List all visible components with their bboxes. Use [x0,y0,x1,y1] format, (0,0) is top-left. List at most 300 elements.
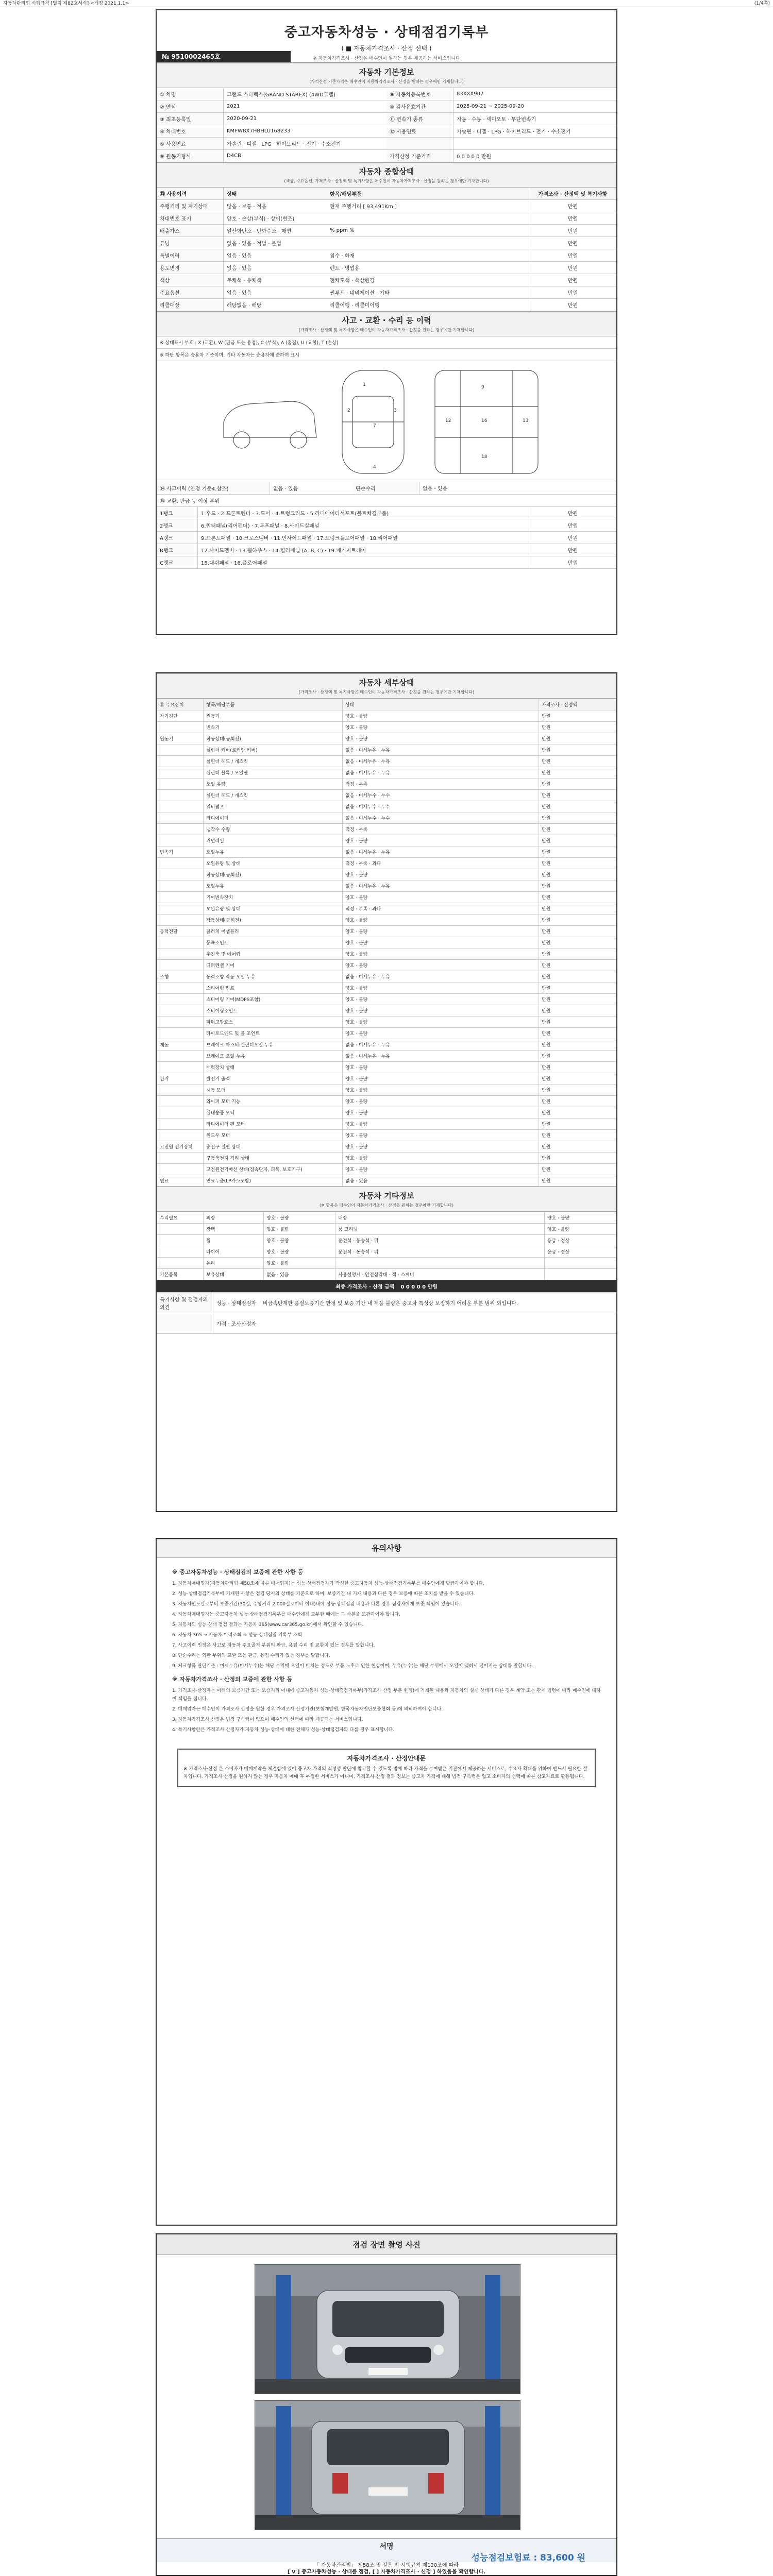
rank-label: A랭크 [157,532,198,544]
detail-item: 등속조인트 [204,937,343,948]
detail-state: 적정 · 부족 · 과다 [343,858,539,869]
detail-row [157,880,616,892]
detail-state: 양호 · 불량 [343,1084,539,1096]
detail-state: 양호 · 불량 [343,722,539,733]
detail-state: 없음 · 미세누유 · 누유 [343,971,539,982]
basic-info-value-2: 83XXX907 [457,91,484,97]
detail-group [157,858,204,869]
part-row-label: ⑮ 교환, 판금 등 이상 부위 [160,499,220,504]
other-state: 양호 · 불량 [264,1212,335,1224]
sheet-page-1 [156,9,617,635]
detail-price: 만원 [539,880,616,892]
detail-group [157,892,204,903]
basic-info-value: D4CB [227,153,241,159]
detail-item: 실내송풍 모터 [204,1107,343,1118]
overall-row-price: 만원 [529,262,616,274]
detail-state: 없음 · 미세누유 · 누유 [343,1050,539,1062]
detail-row [157,858,616,869]
detail-item: 동력조향 작동 오일 누유 [204,971,343,982]
rank-table [157,507,616,569]
overall-row-label: 차대번호 표기 [157,212,224,224]
rank-row [157,556,616,569]
overall-subtitle: (색상, 주요옵션, 가격조사 · 산정액 및 특기사항은 매수인이 자동차가격조사 · 산정을 원하는 경우에만 기재합니다) [284,179,489,183]
appraisal-guide-text: ※ 가격조사·산정 은 소비자가 매매계약을 체결함에 있어 중고차 가격의 적정성 판단에 참고할 수 있도록 법에 따라 자격을 부여받은 기관에서 제공하는 서비스로, 수요자 확대를 위하여 반드시 필요한 절차입니다. 가격조사·산정을 원하지 않는 경우 자동차 매매 후 부정한 서비스가 아니며, 가격조사·산정 결과 정보는 중고차 가격에 대해 법적 구속력은 없고 소비자의 선택에 따른 참고자료로 활용됩니다. [183,1767,587,1780]
detail-header-device: ⑯ 주요장치 [157,699,204,710]
overall-row-price: 만원 [529,212,616,224]
detail-group: 변속기 [157,846,204,858]
detail-state: 양호 · 불량 [343,1118,539,1130]
detail-group [157,744,204,756]
other-state: 양호 · 불량 [264,1258,335,1269]
notice-list-1 [172,1580,601,1670]
detail-price: 만원 [539,937,616,948]
basic-info-value: 2020-09-21 [227,116,257,122]
detail-state: 양호 · 불량 [343,1130,539,1141]
detail-group [157,1107,204,1118]
detail-state: 적정 · 부족 · 과다 [343,903,539,914]
detail-row [157,1107,616,1118]
detail-row [157,971,616,982]
remark-appraiser-text [260,1322,616,1325]
detail-item: 기어변속장치 [204,892,343,903]
other-state: 양호 · 불량 [264,1235,335,1246]
basic-info-value-2 [453,142,616,145]
accident-title: 사고 · 교환 · 수리 등 이력 [342,316,431,325]
rank-price: 만원 [529,544,616,556]
detail-state: 양호 · 불량 [343,960,539,971]
detail-price: 만원 [539,801,616,812]
basic-info-value: 2021 [227,104,240,109]
detail-price: 만원 [539,1141,616,1153]
other-group: 기본품목 [157,1269,204,1280]
detail-state: 양호 · 불량 [343,1153,539,1164]
other-item: 보유상태 [204,1269,264,1280]
document-subtitle: ( ■ 자동차가격조사 · 산정 선택 ) [341,45,432,52]
detail-group [157,801,204,812]
other-item-2: 사용설명서 · 안전삼각대 · 잭 · 스패너 [335,1269,545,1280]
overall-row-price: 만원 [529,299,616,311]
accident-subtitle: (가격조사 · 산정액 및 특기사항은 매수인이 자동차가격조사 · 산정을 원하는 경우에만 기재합니다) [298,328,475,332]
rank-items: 1.후드 · 2.프론트펜더 · 3.도어 · 4.트렁크리드 · 5.라디에이터서포트(볼트체결부품) [201,511,389,517]
rank-price: 만원 [529,532,616,544]
rank-row [157,519,616,532]
detail-item: 와이퍼 모터 기능 [204,1096,343,1107]
detail-price: 만원 [539,1130,616,1141]
overall-row [157,249,616,262]
detail-price: 만원 [539,812,616,824]
detail-item: 워터펌프 [204,801,343,812]
overall-header-usage: ⑬ 사용이력 [157,188,224,199]
document-title: 중고자동차성능 · 상태점검기록부 [284,25,489,40]
other-state-2: 응급 · 정상 [544,1235,616,1246]
other-title: 자동차 기타정보 [359,1191,414,1200]
detail-state: 양호 · 불량 [343,1005,539,1016]
overall-table [157,200,616,311]
detail-group: 자기진단 [157,710,204,722]
detail-price: 만원 [539,960,616,971]
svg-text:13: 13 [523,418,529,423]
part-row-label-row [157,495,616,507]
detail-row [157,1062,616,1073]
basic-info-label: ② 연식 [157,100,224,112]
detail-state: 적정 · 부족 [343,824,539,835]
detail-group [157,1062,204,1073]
notice-item: 2. 성능·상태점검기록부에 기재된 사항은 점검 당시의 상태를 기준으로 하며, 보증기간 내 기재 내용과 다른 경우 보증에 따른 조치를 받을 수 있습니다. [172,1591,475,1597]
basic-info-section-title [157,63,616,88]
overall-row [157,299,616,311]
rank-items: 12.사이드멤버 · 13.휠하우스 · 14.필러패널 (A, B, C) · 19.패키지트레이 [201,548,366,554]
basic-info-row [157,113,616,125]
overall-row-state: 없음 · 있음 · 적법 · 불법 [227,241,281,247]
other-item-2: 운전석 · 동승석 · 뒤 [335,1235,545,1246]
detail-row [157,756,616,767]
overall-row-state: 없음 · 있음 [227,291,252,296]
detail-price: 만원 [539,744,616,756]
detail-group [157,914,204,926]
basic-info-row [157,88,616,100]
detail-row [157,1073,616,1084]
detail-group [157,880,204,892]
svg-text:1: 1 [363,382,366,387]
detail-row [157,824,616,835]
detail-row [157,778,616,790]
remark-appraiser-label: 가격 · 조사산정자 [216,1321,257,1327]
basic-info-value: 가솔린 · 디젤 · LPG · 하이브리드 · 전기 · 수소전기 [227,142,341,147]
overall-row-extra [327,217,529,220]
photo-front-image [255,2265,520,2394]
detail-group [157,1153,204,1164]
notice-item: 8. 단순수리는 외판 부위의 교환 또는 판금, 용접 수리가 있는 경우를 말합니다. [172,1653,330,1658]
detail-group [157,790,204,801]
remark-inspector-text: 비금속탄제한 품질보증기간 한정 및 보증 기간 내 제품 불량은 중고차 특성상 보장하기 어려운 부분 범위 외입니다. [263,1301,518,1307]
detail-state: 양호 · 불량 [343,835,539,846]
notice-section-title [157,1539,616,1558]
overall-row-extra: 썬루프 · 네비게이션 · 기타 [330,291,390,296]
detail-row [157,892,616,903]
detail-price: 만원 [539,903,616,914]
confirmation-footer [157,2562,616,2575]
detail-item: 스티어링 펌프 [204,982,343,994]
detail-item: 브레이크 오일 누유 [204,1050,343,1062]
detail-row [157,1175,616,1187]
notice-item: 1. 자동차매매업자(자동차관리법 제58조에 따른 매매업자)는 성능·상태점검자가 작성한 중고자동차 성능·상태점검기록부를 매수인에게 발급하여야 합니다. [172,1581,485,1586]
rank-items: 6.쿼터패널(리어펜더) · 7.루프패널 · 8.사이드실패널 [201,523,320,529]
detail-price: 만원 [539,722,616,733]
detail-state: 없음 · 미세누유 · 누유 [343,880,539,892]
detail-item: 디퍼렌셜 기어 [204,960,343,971]
detail-item: 실린더 커버(로커암 커버) [204,744,343,756]
notice-title: 유의사항 [372,1544,401,1553]
accident-legend-row [157,336,616,349]
confirmation-line-1: 「 자동차관리법」 제58조 및 같은 법 시행규칙 제120조에 따라 [314,2563,459,2568]
detail-item: 고전원전기배선 상태(접속단자, 피복, 보호기구) [204,1164,343,1175]
basic-info-value-2: 0 0 0 0 0 만원 [457,154,492,160]
detail-row [157,710,616,722]
other-row [157,1212,616,1224]
page-topbar [0,0,773,7]
detail-row [157,1028,616,1039]
remark-spacer [157,1313,213,1333]
detail-state: 양호 · 불량 [343,914,539,926]
simple-repair-value: 없음 · 있음 [423,486,448,492]
car-side-left-icon [224,401,316,437]
detail-row [157,1096,616,1107]
overall-row-price: 만원 [529,274,616,286]
detail-state: 양호 · 불량 [343,733,539,744]
detail-row [157,1039,616,1050]
accident-legend-2: ※ 하단 항목은 승용차 기준이며, 기타 자동차는 승용차에 준하여 표시 [160,353,299,358]
overall-section-title [157,162,616,188]
detail-header-item: 항목/해당부품 [204,699,343,710]
detail-state: 없음 · 미세누유 · 누유 [343,767,539,778]
other-state-2: 양호 · 불량 [544,1224,616,1235]
detail-item: 브레이크 마스터 실린더오일 누유 [204,1039,343,1050]
detail-row [157,790,616,801]
notice-item: 2. 매매업자는 매수인이 가격조사·산정을 원할 경우 가격조사·산정기관(보험개발원, 한국자동차진단보증협회 등)에 의뢰하여야 합니다. [172,1707,443,1712]
detail-row [157,744,616,756]
detail-row [157,801,616,812]
detail-price: 만원 [539,994,616,1005]
notice-item: 4. 자동차매매업자는 중고자동차 성능·상태점검기록부를 매수인에게 교부한 때에는 그 사본을 보관하여야 합니다. [172,1612,400,1617]
form-reference: 자동차관리법 시행규칙 [별지 제82호서식] <개정 2021.1.1> [3,1,129,6]
detail-row [157,1153,616,1164]
basic-info-table [157,88,616,162]
detail-group [157,778,204,790]
other-item: 유리 [204,1258,264,1269]
basic-info-title: 자동차 기본정보 [359,67,414,77]
detail-item: 오일 유량 [204,778,343,790]
detail-group: 고전원 전기장치 [157,1141,204,1153]
other-row [157,1235,616,1246]
other-state-2 [544,1258,616,1269]
detail-state: 적정 · 부족 [343,778,539,790]
detail-price: 만원 [539,1175,616,1187]
notice-heading-2: ※ 자동차가격조사 · 산정의 보증에 관한 사항 등 [172,1676,292,1683]
detail-item: 배력장치 상태 [204,1062,343,1073]
detail-state: 양호 · 불량 [343,926,539,937]
detail-state: 양호 · 불량 [343,710,539,722]
detail-price: 만원 [539,790,616,801]
detail-item: 클러치 어셈블리 [204,926,343,937]
detail-item: 스티어링조인트 [204,1005,343,1016]
detail-price: 만원 [539,1028,616,1039]
svg-text:3: 3 [394,408,397,413]
detail-state: 없음 · 있음 [343,1175,539,1187]
basic-info-value-2: 자동 · 수동 · 세미오토 · 무단변속기 [457,117,536,123]
other-subtitle: (※ 항목은 매수인이 자동차가격조사 · 산정을 원하는 경우에만 기재합니다) [320,1203,453,1208]
detail-header-price: 가격조사 · 산정액 [539,699,616,710]
rank-row [157,507,616,519]
overall-header-price: 가격조사 · 산정액 및 특기사항 [529,188,616,199]
rank-row [157,532,616,544]
detail-price: 만원 [539,733,616,744]
notice-item: 3. 자동차인도일로부터 보증기간(30일, 주행거리 2,000킬로미터 이내)내에 성능·상태점검 내용과 다른 경우 점검자에게 보증 책임이 있습니다. [172,1602,461,1607]
overall-row-label: 특별이력 [157,249,224,261]
detail-row [157,960,616,971]
photo-rear-image [255,2401,520,2530]
detail-row [157,903,616,914]
detail-state: 양호 · 불량 [343,948,539,960]
other-group: 수리필요 [157,1212,204,1224]
rank-items: 9.프론트패널 · 10.크로스멤버 · 11.인사이드패널 · 17.트렁크플로어패널 · 18.리어패널 [201,536,398,541]
detail-group: 연료 [157,1175,204,1187]
signature-label: 서명 [379,2543,394,2551]
detail-group [157,1096,204,1107]
rank-label: 2랭크 [157,519,198,531]
detail-row [157,948,616,960]
overall-row-extra: % ppm % [330,228,355,233]
other-item: 광택 [204,1224,264,1235]
basic-info-row [157,138,616,150]
detail-group: 전기 [157,1073,204,1084]
overall-header-row [157,188,616,200]
detail-group: 조향 [157,971,204,982]
detail-price: 만원 [539,982,616,994]
detail-row [157,1118,616,1130]
overall-row-label: 주요옵션 [157,286,224,298]
detail-row [157,982,616,994]
other-state: 양호 · 불량 [264,1224,335,1235]
detail-row [157,722,616,733]
accident-history-label: ⑭ 사고이력 (인정 기준4.참조) [157,482,270,494]
overall-row-label: 색상 [157,274,224,286]
detail-group [157,994,204,1005]
overall-row [157,200,616,212]
detail-price: 만원 [539,824,616,835]
overall-row-state: 무채색 · 유채색 [227,278,262,284]
other-item: 타이어 [204,1246,264,1258]
detail-state: 양호 · 불량 [343,892,539,903]
other-state-2: 응급 · 정상 [544,1246,616,1258]
detail-state: 없음 · 미세누수 · 누수 [343,812,539,824]
remark-row-2 [157,1313,616,1334]
detail-group [157,1084,204,1096]
other-row [157,1246,616,1258]
other-item-2 [335,1258,545,1269]
overall-row-extra: 전체도색 · 색상변경 [330,278,375,284]
detail-item: 스티어링 기어(MDPS포함) [204,994,343,1005]
detail-group [157,756,204,767]
notice-body [157,1558,616,1741]
svg-text:16: 16 [481,418,488,423]
detail-price: 만원 [539,1016,616,1028]
overall-row-state: 일산화탄소 · 탄화수소 · 매연 [227,229,292,234]
detail-state: 없음 · 미세누유 · 누유 [343,846,539,858]
detail-price: 만원 [539,1005,616,1016]
accident-history-value: 없음 · 있음 [273,486,298,492]
detail-group [157,948,204,960]
detail-row [157,1164,616,1175]
detail-section-title [157,673,616,699]
svg-text:2: 2 [347,408,350,413]
basic-info-value: KMFWBX7HBHLU168233 [227,128,291,134]
other-item: 휠 [204,1235,264,1246]
overall-row [157,237,616,249]
detail-price: 만원 [539,1153,616,1164]
detail-price: 만원 [539,1062,616,1073]
detail-row [157,926,616,937]
rank-label: C랭크 [157,556,198,568]
svg-text:9: 9 [481,385,484,390]
detail-row [157,1141,616,1153]
detail-row [157,812,616,824]
detail-group [157,1164,204,1175]
simple-repair-label: 단순수리 [352,482,419,494]
overall-row-state: 없음 · 있음 [227,266,252,272]
detail-price: 만원 [539,756,616,767]
detail-group [157,812,204,824]
document-note: ※ 자동차가격조사 · 산정은 매수인이 원하는 경우 제공하는 서비스입니다 [313,56,460,61]
basic-info-label: ⑤ 사용연료 [157,138,224,149]
final-price-label: 최종 가격조사 · 산정 금액 [335,1284,395,1290]
other-item-2: 룸 크리닝 [335,1224,545,1235]
detail-state: 양호 · 불량 [343,1141,539,1153]
detail-item: 연료누출(LP가스포함) [204,1175,343,1187]
detail-price: 만원 [539,1164,616,1175]
detail-item: 오일누유 [204,846,343,858]
detail-state: 양호 · 불량 [343,994,539,1005]
detail-item: 오일누유 [204,880,343,892]
rank-items: 15.대쉬패널 · 16.플로어패널 [201,561,267,566]
final-price-value: 0 0 0 0 0 만원 [400,1284,438,1290]
detail-state: 없음 · 미세누유 · 누유 [343,1039,539,1050]
detail-row [157,914,616,926]
detail-row [157,1050,616,1062]
overall-row-state: 해당없음 · 해당 [227,303,262,309]
detail-table [157,699,616,1187]
detail-group [157,960,204,971]
detail-title: 자동차 세부상태 [359,678,414,687]
detail-item: 오일유량 및 상태 [204,903,343,914]
detail-state: 없음 · 미세누유 · 누유 [343,744,539,756]
other-row [157,1258,616,1269]
overall-row-label: 주행거리 및 계기상태 [157,200,224,212]
remark-row-1 [157,1293,616,1313]
detail-price: 만원 [539,1084,616,1096]
insurance-fee: 성능점검보험료 : 83,600 원 [471,2553,585,2563]
detail-price: 만원 [539,846,616,858]
notice-item: 3. 자동차가격조사·산정은 법적 구속력이 없으며 매수인의 선택에 따라 제공되는 서비스입니다. [172,1717,363,1722]
detail-price: 만원 [539,767,616,778]
sheet-page-3 [156,1538,617,2226]
detail-price: 만원 [539,1118,616,1130]
detail-row [157,846,616,858]
overall-row-price: 만원 [529,286,616,298]
overall-row-state: 많음 · 보통 · 적음 [227,204,267,210]
detail-group [157,869,204,880]
detail-row [157,994,616,1005]
basic-info-row [157,150,616,162]
detail-item: 발전기 출력 [204,1073,343,1084]
basic-info-label-2: ⑫ 사용연료 [386,125,453,137]
notice-item: 5. 자동차의 성능·상태 점검 결과는 자동차 365(www.car365.go.kr)에서 확인할 수 있습니다. [172,1622,364,1628]
other-row [157,1269,616,1280]
detail-price: 만원 [539,1107,616,1118]
overall-row-price: 만원 [529,200,616,212]
overall-row-label: 리콜대상 [157,299,224,311]
detail-item: 시동 모터 [204,1084,343,1096]
remark-inspector-label: 성능 · 상태점검자 [216,1301,257,1307]
remark-label: 특기사항 및 점검자의 의견 [157,1293,213,1313]
rank-label: 1랭크 [157,507,198,519]
detail-row [157,1016,616,1028]
detail-item: 원동기 [204,710,343,722]
detail-header-state: 상태 [343,699,539,710]
other-state: 양호 · 불량 [264,1246,335,1258]
svg-text:12: 12 [445,418,451,423]
notice-item: 9. 체크항목 판단기준 : 미세누유(미세누수)는 해당 부위에 오일이 비치는 정도로 부품 노후로 인한 현상이며, 누유(누수)는 해당 부위에서 오일이 맺혀서 떨어지는 상태를 말합니다. [172,1664,533,1669]
overall-row-label: 배출가스 [157,225,224,236]
